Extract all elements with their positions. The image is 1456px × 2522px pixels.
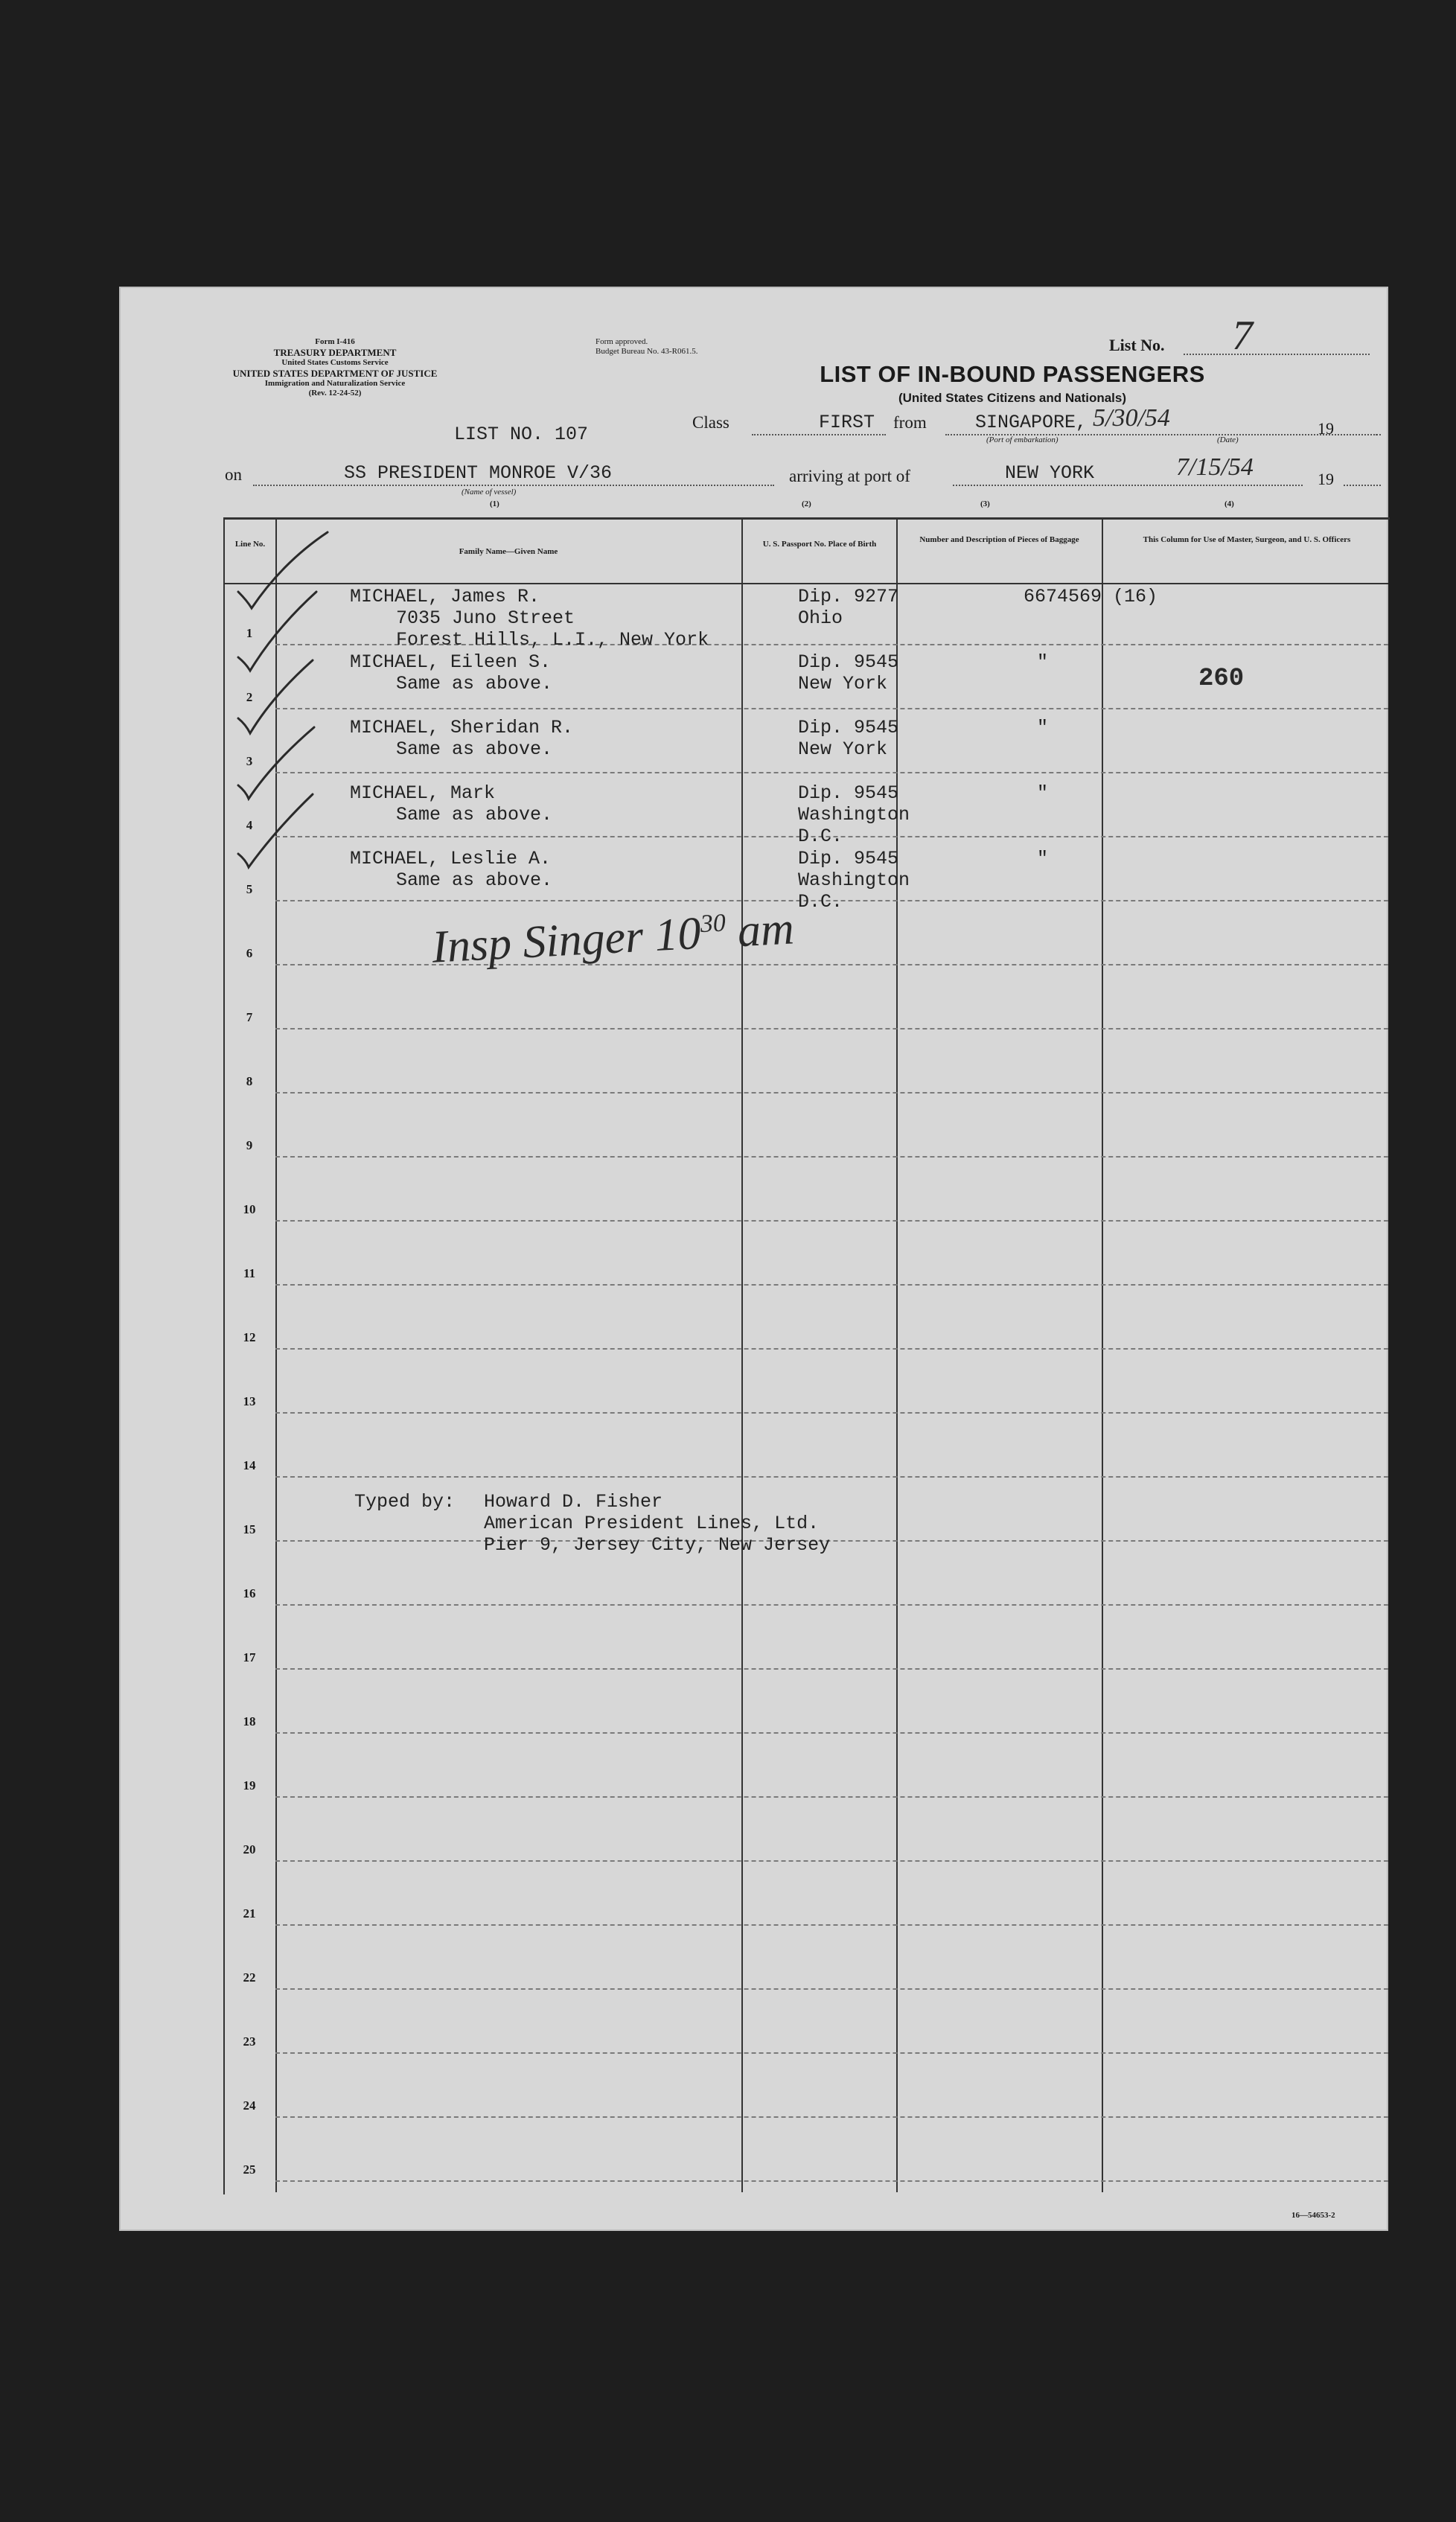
line-number: 23 (243, 2034, 256, 2049)
line-number: 10 (243, 1202, 256, 1216)
row-line (275, 2180, 1388, 2182)
year-line-1 (1344, 434, 1381, 435)
place-of-birth-2: D.C. (798, 826, 843, 847)
inspector-note-text: Insp Singer 10 (430, 907, 703, 973)
row-line (275, 2116, 1388, 2118)
row-line (275, 1156, 1388, 1158)
line-number: 8 (246, 1074, 253, 1088)
year-prefix-2: 19 (1318, 470, 1334, 488)
col-header-baggage: Number and Description of Pieces of Baggage (919, 535, 1079, 544)
treasury-dept: TREASURY DEPARTMENT (273, 347, 397, 358)
passenger-address: 7035 Juno Street (396, 607, 575, 629)
place-of-birth: New York (798, 738, 888, 760)
passenger-name: MICHAEL, Leslie A. (350, 848, 552, 869)
check-mark (238, 794, 313, 867)
class-label: Class (692, 413, 729, 432)
from-label: from (893, 413, 927, 432)
line-number: 1 (246, 626, 253, 640)
col-divider (1102, 517, 1103, 2192)
row-line (275, 1796, 1388, 1798)
line-number: 9 (246, 1138, 253, 1152)
embarkation-date: 5/30/54 (1093, 404, 1170, 432)
place-of-birth: Washington (798, 804, 910, 826)
vessel-line (253, 485, 774, 486)
check-mark (238, 727, 314, 799)
justice-dept: UNITED STATES DEPARTMENT OF JUSTICE (232, 368, 438, 379)
row-line (275, 1028, 1388, 1029)
row-line (275, 1604, 1388, 1606)
baggage-description: " (1037, 717, 1049, 738)
row-line (275, 1476, 1388, 1478)
vessel-caption: (Name of vessel) (462, 488, 517, 497)
line-number: 2 (246, 690, 253, 704)
col-header-name: Family Name—Given Name (459, 547, 558, 556)
line-number: 7 (246, 1010, 253, 1024)
line-number: 11 (243, 1266, 256, 1280)
port-of-embarkation: SINGAPORE, (975, 412, 1088, 433)
list-no-handwritten: 7 (1232, 313, 1253, 359)
line-number: 24 (243, 2098, 256, 2113)
list-no-typed: LIST NO. 107 (454, 424, 589, 445)
passenger-name: MICHAEL, Sheridan R. (350, 717, 574, 738)
col-number-1: (1) (490, 499, 499, 508)
typed-by-line3: Pier 9, Jersey City, New Jersey (484, 1534, 831, 1556)
form-subtitle: (United States Citizens and Nationals) (898, 391, 1127, 405)
officer-note: 260 (1198, 665, 1245, 693)
col-divider (896, 517, 898, 2192)
year-line-2 (1344, 485, 1381, 486)
place-of-birth: New York (798, 673, 888, 695)
form-agency-block (208, 337, 462, 398)
place-of-birth: Ohio (798, 607, 843, 629)
passport-number: Dip. 9545 (798, 651, 899, 673)
line-number: 16 (243, 1586, 256, 1600)
baggage-description: " (1037, 651, 1049, 673)
line-number: 19 (243, 1778, 256, 1792)
row-line (275, 708, 1388, 709)
col-header-passport: U. S. Passport No. Place of Birth (762, 540, 877, 549)
vessel-name: SS PRESIDENT MONROE V/36 (344, 462, 613, 484)
row-line (275, 1092, 1388, 1094)
passport-number: Dip. 9545 (798, 848, 899, 869)
col-number-2: (2) (802, 499, 811, 508)
line-number: 12 (243, 1330, 256, 1344)
line-number: 6 (246, 946, 253, 960)
typed-by-label: Typed by: (354, 1491, 456, 1513)
passenger-address-2: Forest Hills, L.I., New York (396, 629, 709, 651)
row-line (275, 1860, 1388, 1862)
port-embark-caption: (Port of embarkation) (986, 435, 1059, 444)
passport-number: Dip. 9545 (798, 717, 899, 738)
approval-block (596, 337, 789, 357)
class-line (752, 434, 886, 435)
line-number: 4 (246, 818, 253, 832)
row-line (275, 1220, 1388, 1222)
row-line (275, 772, 1388, 773)
date-caption: (Date) (1217, 435, 1239, 444)
col-divider (741, 517, 743, 2192)
line-number: 15 (243, 1522, 256, 1536)
passport-number: Dip. 9277 (798, 586, 899, 607)
form-number: Form I-416 (315, 337, 355, 346)
col-number-4: (4) (1224, 499, 1234, 508)
passenger-name: MICHAEL, James R. (350, 586, 540, 607)
typed-by-line1: Howard D. Fisher (484, 1491, 663, 1513)
form-title: LIST OF IN-BOUND PASSENGERS (820, 361, 1205, 387)
customs-service: United States Customs Service (281, 358, 389, 367)
row-line (275, 1412, 1388, 1414)
col-header-line: Line No. (234, 540, 266, 549)
row-line (275, 1284, 1388, 1286)
check-mark (238, 532, 328, 608)
baggage-description: 6674569 (16) (1024, 586, 1158, 607)
row-line (275, 1988, 1388, 1990)
checkmarks (231, 517, 409, 934)
budget-bureau: Budget Bureau No. 43-R061.5. (596, 347, 698, 356)
arriving-label: arriving at port of (789, 467, 910, 485)
line-number: 14 (243, 1458, 256, 1472)
row-line (275, 1348, 1388, 1350)
row-line (275, 2052, 1388, 2054)
arrival-date: 7/15/54 (1176, 453, 1254, 481)
revision-date: (Rev. 12-24-52) (308, 389, 362, 398)
inspector-time-sup: 30 (699, 909, 727, 939)
list-no-line (1184, 354, 1370, 355)
row-line (275, 1540, 1388, 1542)
on-label: on (225, 465, 242, 484)
line-number: 25 (243, 2162, 256, 2177)
line-number: 5 (246, 882, 253, 896)
arrival-port: NEW YORK (1005, 462, 1095, 484)
inspector-time-suffix: am (736, 903, 796, 957)
typed-by-line2: American President Lines, Ltd. (484, 1513, 820, 1534)
passenger-name: MICHAEL, Mark (350, 782, 496, 804)
col-number-3: (3) (980, 499, 990, 508)
passenger-list-form (119, 287, 1388, 2231)
line-number: 17 (243, 1650, 256, 1664)
row-line (275, 1668, 1388, 1670)
ins-service: Immigration and Naturalization Service (264, 379, 406, 388)
row-line (275, 1732, 1388, 1734)
line-number: 18 (243, 1714, 256, 1728)
passenger-address: Same as above. (396, 869, 553, 891)
baggage-description: " (1037, 782, 1049, 804)
line-number: 21 (243, 1906, 256, 1921)
place-of-birth: Washington (798, 869, 910, 891)
passport-number: Dip. 9545 (798, 782, 899, 804)
footer-code: 16—54653-2 (1291, 2211, 1335, 2220)
line-number: 3 (246, 754, 253, 768)
line-number: 22 (243, 1970, 256, 1985)
col-header-officers: This Column for Use of Master, Surgeon, and U. S. Officers (1143, 535, 1351, 544)
form-approved: Form approved. (596, 337, 648, 346)
class-value: FIRST (819, 412, 875, 433)
passenger-address: Same as above. (396, 673, 553, 695)
row-line (275, 1924, 1388, 1926)
passenger-address: Same as above. (396, 738, 553, 760)
place-of-birth-2: D.C. (798, 891, 843, 913)
arrival-line (953, 485, 1303, 486)
year-prefix-1: 19 (1318, 419, 1334, 438)
line-number: 20 (243, 1842, 256, 1857)
passenger-address: Same as above. (396, 804, 553, 826)
baggage-description: " (1037, 848, 1049, 869)
list-no-label: List No. (1109, 336, 1165, 354)
line-number: 13 (243, 1394, 256, 1408)
passenger-name: MICHAEL, Eileen S. (350, 651, 552, 673)
